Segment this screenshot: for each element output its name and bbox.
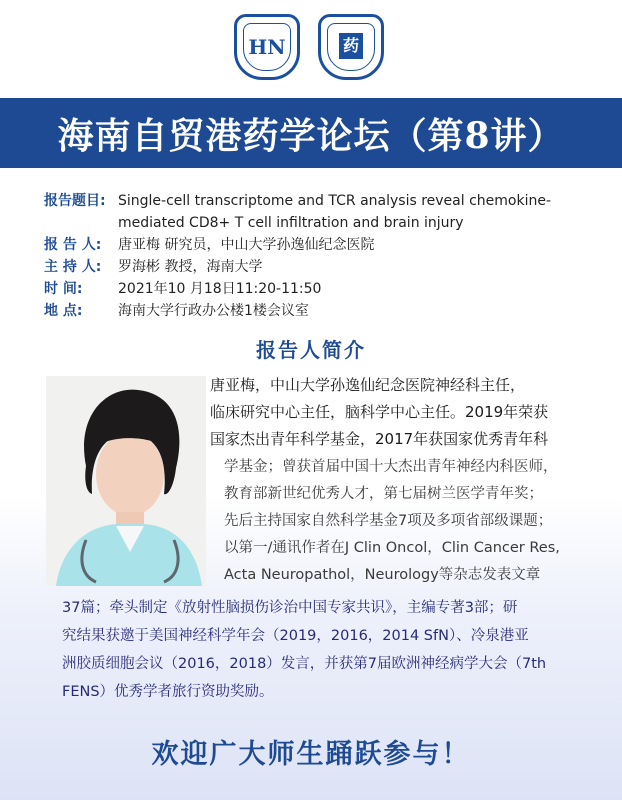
host-label: 主 持 人:	[44, 259, 102, 275]
bio-line: 究结果获邀于美国神经科学年会（2019，2016，2014 SfN）、冷泉港亚	[62, 628, 529, 644]
logo-row	[0, 14, 622, 84]
bio-line: 教育部新世纪优秀人才，第七届树兰医学青年奖；	[224, 486, 543, 502]
speaker-portrait	[46, 376, 206, 586]
title-banner	[0, 98, 622, 168]
topic-label: 报告题目:	[44, 193, 106, 209]
hainan-university-logo	[234, 14, 300, 80]
forum-title: 海南自贸港药学论坛（第8讲）	[57, 115, 565, 157]
speaker-label: 报 告 人:	[44, 237, 102, 253]
bio-line: FENS）优秀学者旅行资助奖励。	[62, 684, 274, 700]
bio-line: 临床研究中心主任，脑科学中心主任。2019年荣获	[210, 403, 549, 421]
speaker-row	[44, 234, 604, 256]
school-of-pharmacy-logo	[318, 14, 384, 80]
time-value: 2021年10 月18日11:20-11:50	[118, 281, 322, 297]
topic-value: Single-cell transcriptome and TCR analysis reveal chemokine-mediated CD8+ T cell infiltration and brain injury	[118, 193, 552, 231]
place-value: 海南大学行政办公楼1楼会议室	[118, 303, 309, 319]
bio-line: 先后主持国家自然科学基金7项及多项省部级课题；	[224, 513, 553, 529]
place-label: 地 点:	[44, 303, 83, 319]
bio-line: Acta Neuropathol，Neurology等杂志发表文章	[224, 567, 541, 583]
hainan-university-monogram: HN	[248, 35, 286, 59]
school-of-pharmacy-glyph: 药	[339, 33, 363, 59]
bio-paragraph-middle	[224, 454, 604, 589]
bio-paragraph-top	[210, 372, 590, 453]
bio-paragraph-bottom	[62, 594, 602, 706]
speaker-portrait-illustration	[46, 376, 206, 586]
time-label: 时 间:	[44, 281, 83, 297]
bio-line: 国家杰出青年科学基金，2017年获国家优秀青年科	[210, 430, 549, 448]
time-row	[44, 278, 604, 300]
host-value: 罗海彬 教授，海南大学	[118, 259, 263, 275]
bio-line: 洲胶质细胞会议（2016，2018）发言，并获第7届欧洲神经病学大会（7th	[62, 656, 547, 672]
bio-line: 37篇；牵头制定《放射性脑损伤诊治中国专家共识》，主编专著3部；研	[62, 600, 518, 616]
bio-line: 以第一/通讯作者在J Clin Oncol，Clin Cancer Res,	[224, 540, 560, 556]
bio-line: 唐亚梅，中山大学孙逸仙纪念医院神经科主任，	[210, 376, 526, 394]
speaker-value: 唐亚梅 研究员，中山大学孙逸仙纪念医院	[118, 237, 375, 253]
talk-info	[44, 190, 604, 322]
speaker-profile-heading: 报告人简介	[256, 338, 366, 362]
welcome-message: 欢迎广大师生踊跃参与！	[151, 739, 471, 770]
bio-line: 学基金；曾获首届中国十大杰出青年神经内科医师，	[224, 459, 558, 475]
topic-row	[44, 190, 604, 234]
host-row	[44, 256, 604, 278]
place-row	[44, 300, 604, 322]
